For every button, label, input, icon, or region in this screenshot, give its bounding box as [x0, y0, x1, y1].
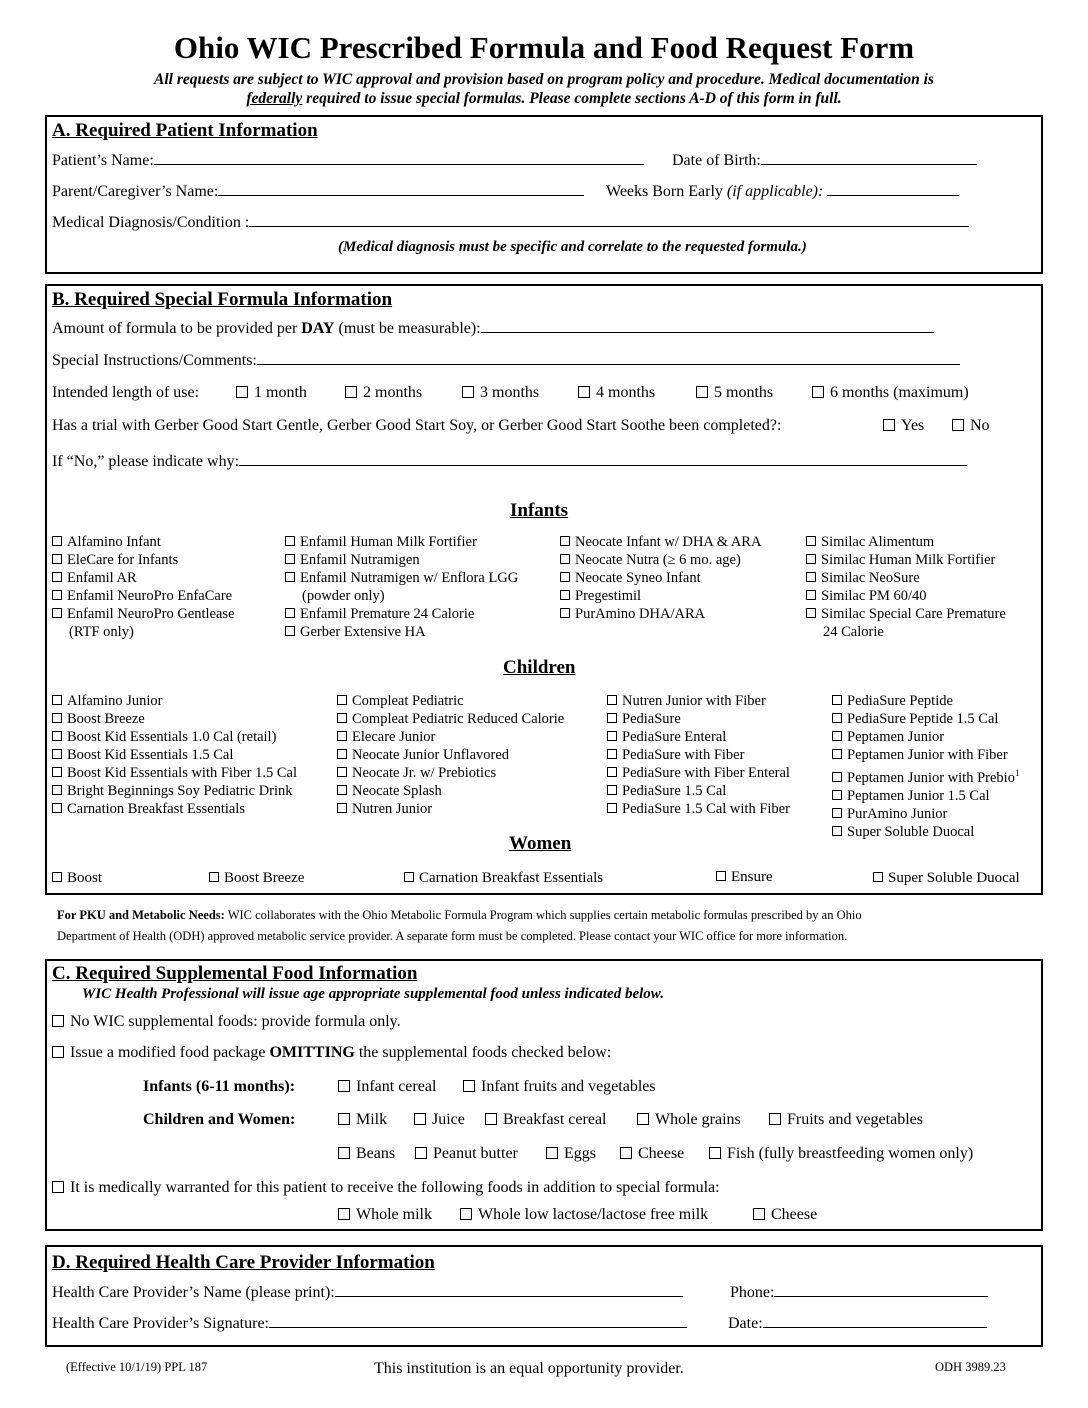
checkbox-icon[interactable] — [462, 386, 474, 398]
checkbox-icon[interactable] — [52, 1046, 64, 1058]
date-row: Date: — [728, 1313, 987, 1333]
checkbox-icon[interactable] — [209, 872, 219, 882]
checkbox-icon[interactable] — [832, 695, 842, 705]
children-col-3 — [607, 692, 790, 818]
list-item[interactable]: EleCare for Infants — [52, 551, 235, 569]
list-item[interactable]: Carnation Breakfast Essentials — [52, 800, 297, 818]
list-item[interactable]: Neocate Syneo Infant — [560, 569, 761, 587]
checkbox-icon[interactable] — [873, 872, 883, 882]
checkbox-icon[interactable] — [753, 1208, 765, 1220]
list-item-note: 24 Calorie — [823, 624, 884, 640]
list-item[interactable]: Enfamil NeuroPro EnfaCare — [52, 587, 235, 605]
list-item[interactable]: Enfamil Nutramigen — [285, 551, 518, 569]
infants-col-3 — [560, 533, 761, 623]
checkbox-icon[interactable] — [607, 731, 617, 741]
signature-field[interactable] — [269, 1313, 687, 1328]
checkbox-icon[interactable] — [52, 713, 62, 723]
checkbox-icon[interactable] — [769, 1113, 781, 1125]
checkbox-icon[interactable] — [485, 1113, 497, 1125]
list-item[interactable]: Bright Beginnings Soy Pediatric Drink — [52, 782, 297, 800]
checkbox-icon[interactable] — [832, 749, 842, 759]
checkbox-icon[interactable] — [337, 695, 347, 705]
children-women-label: Children and Women: — [143, 1111, 296, 1128]
list-item[interactable]: PediaSure Enteral — [607, 728, 790, 746]
diagnosis-note: (Medical diagnosis must be specific and correlate to the requested formula.) — [338, 239, 807, 255]
warranted-food[interactable]: Cheese — [753, 1206, 817, 1224]
checkbox-icon[interactable] — [338, 1113, 350, 1125]
warranted-option[interactable]: It is medically warranted for this patient to receive the following foods in addition to special formula: — [52, 1179, 720, 1197]
checkbox-icon[interactable] — [460, 1208, 472, 1220]
checkbox-icon[interactable] — [52, 590, 62, 600]
checkbox-icon[interactable] — [832, 826, 842, 836]
parent-name-field[interactable] — [218, 181, 584, 196]
signature-row: Health Care Provider’s Signature: — [52, 1313, 687, 1333]
checkbox-icon[interactable] — [832, 808, 842, 818]
modified-option[interactable]: Issue a modified food package OMITTING the supplemental foods checked below: — [52, 1044, 611, 1062]
list-item[interactable]: PurAmino Junior — [832, 805, 1019, 823]
children-col-2 — [337, 692, 564, 818]
list-item[interactable]: Similac Human Milk Fortifier — [806, 551, 1006, 569]
checkbox-icon[interactable] — [560, 572, 570, 582]
checkbox-icon[interactable] — [52, 1015, 64, 1027]
length-option-2[interactable]: 2 months — [345, 384, 422, 402]
phone-field[interactable] — [774, 1282, 988, 1297]
infant-option[interactable]: Infant cereal — [338, 1078, 436, 1096]
checkbox-icon[interactable] — [832, 790, 842, 800]
weeks-early-field[interactable] — [827, 181, 959, 196]
list-item[interactable]: Boost Kid Essentials 1.5 Cal — [52, 746, 297, 764]
footnote-marker: 1 — [1014, 768, 1020, 778]
pku-note: For PKU and Metabolic Needs: WIC collaborates with the Ohio Metabolic Formula Program which supplies certain metabolic formulas prescribed by an Ohio Department of Health (ODH) approved metabolic service provider. A separate form must be completed. Please contact your WIC office for more information. — [57, 908, 862, 943]
list-item[interactable]: Neocate Splash — [337, 782, 564, 800]
checkbox-icon[interactable] — [806, 608, 816, 618]
length-option-3[interactable]: 3 months — [462, 384, 539, 402]
diagnosis-field[interactable] — [249, 212, 969, 227]
list-item[interactable]: Enfamil NeuroPro Gentlease — [52, 605, 235, 623]
effective-date: (Effective 10/1/19) PPL 187 — [66, 1360, 208, 1374]
cw-option[interactable]: Juice — [414, 1111, 465, 1129]
checkbox-icon[interactable] — [806, 590, 816, 600]
checkbox-icon[interactable] — [52, 554, 62, 564]
checkbox-icon[interactable] — [832, 772, 842, 782]
cw-option[interactable]: Cheese — [620, 1145, 684, 1163]
length-row: Intended length of use: — [52, 384, 200, 401]
checkbox-icon[interactable] — [285, 608, 295, 618]
checkbox-icon[interactable] — [285, 626, 295, 636]
provider-name-row: Health Care Provider’s Name (please print): — [52, 1282, 683, 1302]
checkbox-icon[interactable] — [607, 803, 617, 813]
checkbox-icon[interactable] — [560, 536, 570, 546]
list-item[interactable]: Neocate Jr. w/ Prebiotics — [337, 764, 564, 782]
checkbox-icon[interactable] — [337, 767, 347, 777]
checkbox-icon[interactable] — [806, 554, 816, 564]
list-item[interactable]: Similac PM 60/40 — [806, 587, 1006, 605]
checkbox-icon[interactable] — [415, 1147, 427, 1159]
cw-option[interactable]: Eggs — [546, 1145, 596, 1163]
women-item[interactable]: Boost Breeze — [209, 870, 304, 887]
list-item[interactable]: Similac Special Care Premature — [806, 605, 1006, 623]
diagnosis-row: Medical Diagnosis/Condition : — [52, 212, 969, 232]
checkbox-icon[interactable] — [337, 803, 347, 813]
women-item[interactable]: Ensure — [716, 869, 773, 886]
checkbox-icon[interactable] — [716, 871, 726, 881]
checkbox-icon[interactable] — [952, 419, 964, 431]
provider-name-field[interactable] — [335, 1282, 683, 1297]
checkbox-icon[interactable] — [607, 695, 617, 705]
list-item[interactable]: Alfamino Junior — [52, 692, 297, 710]
checkbox-icon[interactable] — [463, 1080, 475, 1092]
length-option-4[interactable]: 4 months — [578, 384, 655, 402]
checkbox-icon[interactable] — [696, 386, 708, 398]
list-item[interactable]: PediaSure with Fiber — [607, 746, 790, 764]
list-item[interactable]: Enfamil AR — [52, 569, 235, 587]
checkbox-icon[interactable] — [812, 386, 824, 398]
infants-heading: Infants — [510, 500, 569, 521]
checkbox-icon[interactable] — [338, 1208, 350, 1220]
checkbox-icon[interactable] — [607, 785, 617, 795]
patient-name-field[interactable] — [154, 150, 644, 165]
cw-option[interactable]: Fruits and vegetables — [769, 1111, 923, 1129]
dob-field[interactable] — [761, 150, 977, 165]
equal-opportunity: This institution is an equal opportunity provider. — [374, 1360, 684, 1377]
list-item[interactable]: Peptamen Junior 1.5 Cal — [832, 787, 1019, 805]
checkbox-icon[interactable] — [52, 695, 62, 705]
list-item[interactable]: Enfamil Nutramigen w/ Enflora LGG — [285, 569, 518, 587]
list-item[interactable]: Elecare Junior — [337, 728, 564, 746]
trial-no[interactable]: No — [952, 417, 990, 435]
checkbox-icon[interactable] — [338, 1147, 350, 1159]
list-item[interactable]: Enfamil Premature 24 Calorie — [285, 605, 518, 623]
list-item[interactable]: PediaSure — [607, 710, 790, 728]
checkbox-icon[interactable] — [52, 731, 62, 741]
section-b-heading: B. Required Special Formula Information — [52, 289, 393, 310]
cw-option[interactable]: Breakfast cereal — [485, 1111, 606, 1129]
women-item[interactable]: Super Soluble Duocal — [873, 870, 1020, 887]
cw-option[interactable]: Beans — [338, 1145, 395, 1163]
checkbox-icon[interactable] — [52, 572, 62, 582]
parent-name-row: Parent/Caregiver’s Name: — [52, 181, 584, 201]
checkbox-icon[interactable] — [52, 608, 62, 618]
section-d-heading: D. Required Health Care Provider Information — [52, 1252, 435, 1273]
checkbox-icon[interactable] — [236, 386, 248, 398]
checkbox-icon[interactable] — [52, 872, 62, 882]
cw-option[interactable]: Fish (fully breastfeeding women only) — [709, 1145, 973, 1163]
list-item[interactable]: PediaSure Peptide 1.5 Cal — [832, 710, 1019, 728]
section-c-subheading: WIC Health Professional will issue age appropriate supplemental food unless indicated below. — [82, 986, 664, 1002]
infants-col-1 — [52, 533, 235, 641]
list-item[interactable]: Peptamen Junior with Fiber — [832, 746, 1019, 764]
infants-label: Infants (6-11 months): — [143, 1078, 296, 1095]
checkbox-icon[interactable] — [560, 554, 570, 564]
list-item[interactable]: Boost Kid Essentials 1.0 Cal (retail) — [52, 728, 297, 746]
list-item[interactable]: Compleat Pediatric — [337, 692, 564, 710]
list-item[interactable]: Super Soluble Duocal — [832, 823, 1019, 841]
checkbox-icon[interactable] — [52, 785, 62, 795]
length-option-6[interactable]: 6 months (maximum) — [812, 384, 969, 402]
list-item[interactable]: PediaSure 1.5 Cal — [607, 782, 790, 800]
infants-col-2 — [285, 533, 518, 641]
list-item[interactable]: Alfamino Infant — [52, 533, 235, 551]
weeks-early-row: Weeks Born Early (if applicable): — [606, 181, 959, 201]
if-no-field[interactable] — [239, 451, 967, 466]
checkbox-icon[interactable] — [832, 731, 842, 741]
checkbox-icon[interactable] — [285, 554, 295, 564]
checkbox-icon[interactable] — [560, 608, 570, 618]
children-col-1 — [52, 692, 297, 818]
checkbox-icon[interactable] — [806, 572, 816, 582]
checkbox-icon[interactable] — [285, 536, 295, 546]
checkbox-icon[interactable] — [546, 1147, 558, 1159]
list-item[interactable]: Gerber Extensive HA — [285, 623, 518, 641]
form-title: Ohio WIC Prescribed Formula and Food Request Form — [173, 30, 915, 65]
checkbox-icon[interactable] — [338, 1080, 350, 1092]
list-item[interactable]: Similac NeoSure — [806, 569, 1006, 587]
checkbox-icon[interactable] — [637, 1113, 649, 1125]
list-item[interactable]: PediaSure Peptide — [832, 692, 1019, 710]
checkbox-icon[interactable] — [832, 713, 842, 723]
list-item-note: (powder only) — [302, 588, 385, 604]
length-option-5[interactable]: 5 months — [696, 384, 773, 402]
section-c-heading: C. Required Supplemental Food Information — [52, 963, 418, 984]
women-heading: Women — [509, 833, 572, 854]
list-item-note: (RTF only) — [69, 624, 134, 640]
length-option-1[interactable]: 1 month — [236, 384, 307, 402]
trial-question: Has a trial with Gerber Good Start Gentle, Gerber Good Start Soy, or Gerber Good Start Soothe been completed?: — [52, 417, 782, 434]
warranted-food[interactable]: Whole milk — [338, 1206, 432, 1224]
checkbox-icon[interactable] — [883, 419, 895, 431]
checkbox-icon[interactable] — [607, 749, 617, 759]
section-a-heading: A. Required Patient Information — [52, 120, 318, 141]
checkbox-icon[interactable] — [337, 749, 347, 759]
trial-yes[interactable]: Yes — [883, 417, 924, 435]
infant-option[interactable]: Infant fruits and vegetables — [463, 1078, 656, 1096]
checkbox-icon[interactable] — [578, 386, 590, 398]
instructions-row: Special Instructions/Comments: — [52, 350, 960, 370]
checkbox-icon[interactable] — [285, 572, 295, 582]
checkbox-icon[interactable] — [52, 749, 62, 759]
list-item[interactable]: PurAmino DHA/ARA — [560, 605, 761, 623]
if-no-row: If “No,” please indicate why: — [52, 451, 967, 471]
cw-option[interactable]: Whole grains — [637, 1111, 741, 1129]
warranted-food[interactable]: Whole low lactose/lactose free milk — [460, 1206, 708, 1224]
women-item[interactable]: Boost — [52, 870, 102, 887]
date-field[interactable] — [763, 1313, 987, 1328]
checkbox-icon[interactable] — [709, 1147, 721, 1159]
list-item[interactable]: Nutren Junior — [337, 800, 564, 818]
list-item[interactable]: Boost Breeze — [52, 710, 297, 728]
checkbox-icon[interactable] — [52, 1181, 64, 1193]
list-item[interactable]: Similac Alimentum — [806, 533, 1006, 551]
checkbox-icon[interactable] — [337, 713, 347, 723]
instructions-field[interactable] — [257, 350, 960, 365]
list-item[interactable]: Compleat Pediatric Reduced Calorie — [337, 710, 564, 728]
cw-option[interactable]: Milk — [338, 1111, 387, 1129]
list-item[interactable]: PediaSure 1.5 Cal with Fiber — [607, 800, 790, 818]
checkbox-icon[interactable] — [620, 1147, 632, 1159]
dob-row: Date of Birth: — [672, 150, 977, 170]
women-item[interactable]: Carnation Breakfast Essentials — [404, 870, 603, 887]
infants-col-4 — [806, 533, 1006, 641]
list-item[interactable]: Neocate Nutra (≥ 6 mo. age) — [560, 551, 761, 569]
checkbox-icon[interactable] — [337, 731, 347, 741]
list-item[interactable]: Neocate Junior Unflavored — [337, 746, 564, 764]
checkbox-icon[interactable] — [414, 1113, 426, 1125]
checkbox-icon[interactable] — [404, 872, 414, 882]
checkbox-icon[interactable] — [607, 767, 617, 777]
phone-row: Phone: — [730, 1282, 988, 1302]
form-subtitle: All requests are subject to WIC approval and provision based on program policy and procedure. Medical documentation is federally required to issue special formulas. Please complete sections A-D of this form in full. — [154, 71, 934, 107]
children-col-4 — [832, 692, 1019, 841]
list-item[interactable]: Peptamen Junior — [832, 728, 1019, 746]
checkbox-icon[interactable] — [607, 713, 617, 723]
checkbox-icon[interactable] — [345, 386, 357, 398]
list-item[interactable]: Neocate Infant w/ DHA & ARA — [560, 533, 761, 551]
list-item[interactable]: Peptamen Junior with Prebio$^1$ — [832, 764, 1019, 787]
checkbox-icon[interactable] — [52, 767, 62, 777]
patient-name-row: Patient’s Name: — [52, 150, 644, 170]
no-wic-option[interactable]: No WIC supplemental foods: provide formula only. — [52, 1013, 401, 1031]
amount-row: Amount of formula to be provided per DAY (must be measurable): — [52, 318, 934, 338]
list-item[interactable]: Nutren Junior with Fiber — [607, 692, 790, 710]
list-item[interactable]: PediaSure with Fiber Enteral — [607, 764, 790, 782]
checkbox-icon[interactable] — [560, 590, 570, 600]
form-number: ODH 3989.23 — [935, 1360, 1006, 1374]
cw-option[interactable]: Peanut butter — [415, 1145, 518, 1163]
checkbox-icon[interactable] — [337, 785, 347, 795]
checkbox-icon[interactable] — [52, 536, 62, 546]
checkbox-icon[interactable] — [52, 803, 62, 813]
amount-field[interactable] — [481, 318, 934, 333]
children-heading: Children — [503, 657, 576, 678]
checkbox-icon[interactable] — [806, 536, 816, 546]
federally-word: federally — [246, 90, 303, 107]
list-item[interactable]: Boost Kid Essentials with Fiber 1.5 Cal — [52, 764, 297, 782]
list-item[interactable]: Enfamil Human Milk Fortifier — [285, 533, 518, 551]
list-item[interactable]: Pregestimil — [560, 587, 761, 605]
